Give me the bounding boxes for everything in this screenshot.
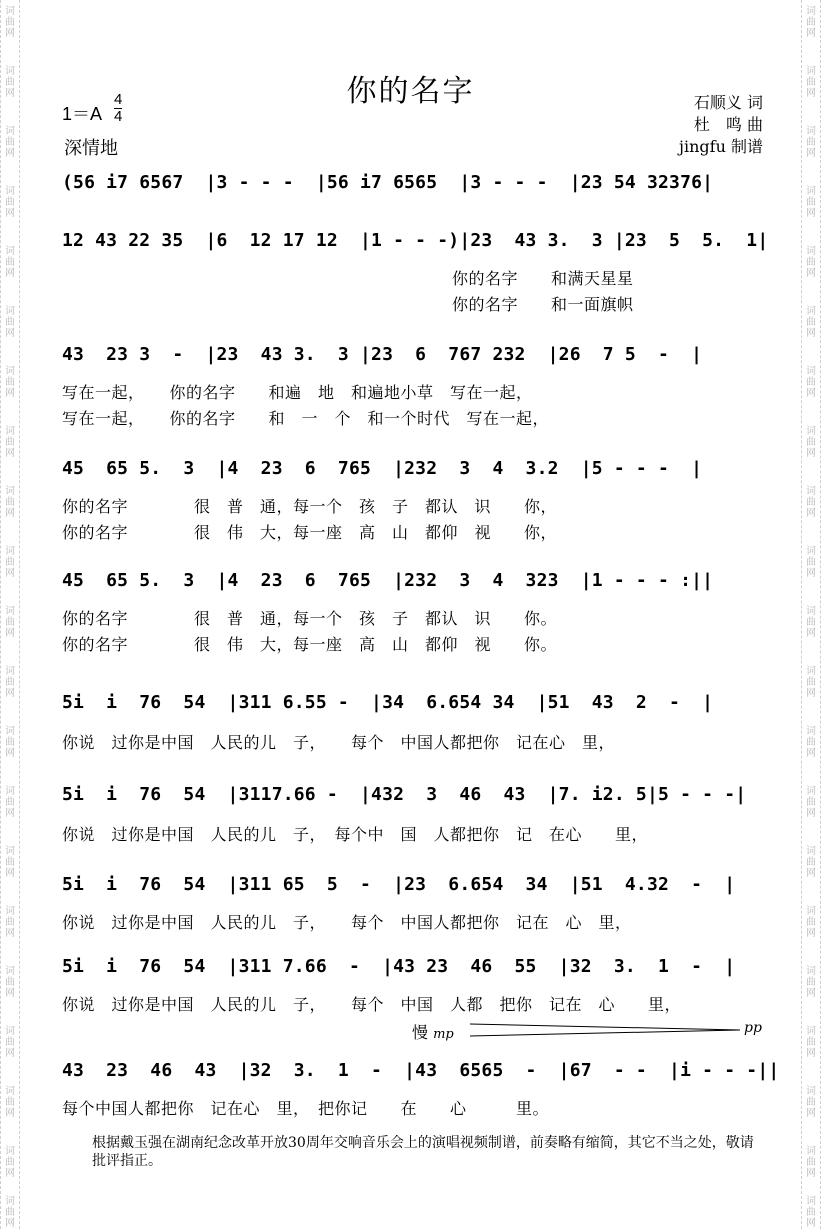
watermark-text: 词曲网 [5,126,15,159]
time-signature-bottom: 4 [114,108,123,125]
watermark-text: 词曲网 [806,546,816,579]
watermark-text: 词曲网 [5,666,15,699]
tempo-marking: 深情地 [64,138,118,159]
watermark-text: 词曲网 [5,1196,15,1229]
watermark-text: 词曲网 [806,1026,816,1059]
watermark-text: 词曲网 [806,66,816,99]
watermark-text: 词曲网 [806,846,816,879]
watermark-text: 词曲网 [806,606,816,639]
notation-text: 12 43 22 35 |6 12 17 12 |1 - - -)|23 43 3. 3 |23 5 5. 1| [62,230,769,251]
watermark-text: 词曲网 [5,66,15,99]
watermark-text: 词曲网 [5,846,15,879]
dynamic-slow-mp [412,1020,454,1043]
right-watermark-strip [801,0,821,1229]
lyric-line-6: 你说 过你是中国 人民的儿 子， 每个 中国人都把你 记在心 里， [62,733,616,752]
watermark-text: 词曲网 [806,306,816,339]
mp-marking: mp [433,1027,454,1042]
lyric-line-8: 你说 过你是中国 人民的儿 子， 每个 中国人都把你 记在 心 里， [62,913,632,932]
watermark-text: 词曲网 [5,1146,15,1179]
watermark-text: 词曲网 [806,6,816,39]
lyric-line-4a: 你的名字 很 普 通，每一个 孩 子 都认 识 你， [62,497,558,516]
watermark-text: 词曲网 [806,126,816,159]
credits [679,92,763,158]
watermark-text: 词曲网 [806,246,816,279]
watermark-text: 词曲网 [5,786,15,819]
watermark-text: 词曲网 [5,546,15,579]
watermark-text: 词曲网 [806,966,816,999]
notation-text: 43 23 3 - |23 43 3. 3 |23 6 767 232 |26 7 5 - | [62,344,703,365]
lyric-line-4b: 你的名字 很 伟 大，每一座 高 山 都仰 视 你， [62,523,558,542]
slow-marking: 慢 [412,1023,429,1042]
watermark-text: 词曲网 [5,1026,15,1059]
notation-text: (56 i7 6567 |3 - - - |56 i7 6565 |3 - - - |23 54 32376| [62,172,714,193]
left-watermark-strip [0,0,20,1229]
notation-text: 5i i 76 54 |311 6.55 - |34 6.654 34 |51 43 2 - | [62,692,714,713]
lyric-line-2a: 你的名字 和满天星星 [452,269,634,288]
watermark-text: 词曲网 [5,906,15,939]
notation-line-7 [62,784,770,812]
watermark-text: 词曲网 [5,6,15,39]
time-signature [114,92,122,125]
watermark-text: 词曲网 [5,606,15,639]
notation-line-3 [62,344,770,372]
watermark-text: 词曲网 [5,366,15,399]
lyric-line-10: 每个中国人都把你 记在心 里， 把你记 在 心 里。 [62,1099,550,1118]
lyric-line-2b: 你的名字 和一面旗帜 [452,295,634,314]
notation-text: 43 23 46 43 |32 3. 1 - |43 6565 - |67 - - |i - - -|| [62,1060,780,1081]
footnote: 根据戴玉强在湖南纪念改革开放30周年交响音乐会上的演唱视频制谱，前奏略有缩简，其它不当之处，敬请批评指正。 [92,1135,754,1169]
notation-line-10 [62,1060,780,1088]
watermark-text: 词曲网 [806,1086,816,1119]
watermark-text: 词曲网 [806,1196,816,1229]
notation-text: 5i i 76 54 |3117.66 - |432 3 46 43 |7. i2. 5|5 - - -| [62,784,747,805]
watermark-text: 词曲网 [806,726,816,759]
watermark-text: 词曲网 [806,486,816,519]
notation-line-4 [62,458,770,486]
notation-line-8 [62,874,770,902]
watermark-text: 词曲网 [5,186,15,219]
watermark-text: 词曲网 [806,426,816,459]
watermark-text: 词曲网 [5,486,15,519]
notation-text: 5i i 76 54 |311 7.66 - |43 23 46 55 |32 3. 1 - | [62,956,736,977]
lyric-line-9: 你说 过你是中国 人民的儿 子， 每个 中国 人都 把你 记在 心 里， [62,995,682,1014]
watermark-text: 词曲网 [806,186,816,219]
watermark-text: 词曲网 [5,966,15,999]
lyric-line-7: 你说 过你是中国 人民的儿 子， 每个中 国 人都把你 记 在心 里， [62,825,649,844]
time-signature-top: 4 [114,91,123,108]
notation-line-2 [62,230,770,258]
notation-text: 5i i 76 54 |311 65 5 - |23 6.654 34 |51 4.32 - | [62,874,736,895]
watermark-text: 词曲网 [5,426,15,459]
notation-line-5 [62,570,770,598]
notation-line-6 [62,692,770,720]
key-signature: 1＝A [62,104,103,124]
notation-text: 45 65 5. 3 |4 23 6 765 |232 3 4 323 |1 - - - :|| [62,570,714,591]
watermark-text: 词曲网 [5,1086,15,1119]
lyric-line-5a: 你的名字 很 普 通，每一个 孩 子 都认 识 你。 [62,609,558,628]
lyricist: 石顺义 词 [693,93,763,112]
watermark-text: 词曲网 [806,1146,816,1179]
watermark-text: 词曲网 [5,246,15,279]
watermark-text: 词曲网 [806,366,816,399]
watermark-text: 词曲网 [806,906,816,939]
watermark-text: 词曲网 [5,306,15,339]
lyric-line-3b: 写在一起， 你的名字 和 一 个 和一个时代 写在一起， [62,409,550,428]
song-title: 你的名字 [346,74,475,109]
notation-line-9 [62,956,770,984]
lyric-line-5b: 你的名字 很 伟 大，每一座 高 山 都仰 视 你。 [62,635,558,654]
decrescendo-hairpin [470,1022,742,1038]
notation-text: 45 65 5. 3 |4 23 6 765 |232 3 4 3.2 |5 - - - | [62,458,703,479]
watermark-text: 词曲网 [5,726,15,759]
watermark-text: 词曲网 [806,666,816,699]
pp-marking: pp [744,1020,762,1036]
notation-line-1 [62,172,770,200]
arranger: jingfu 制谱 [679,137,763,156]
lyric-line-3a: 写在一起， 你的名字 和遍 地 和遍地小草 写在一起， [62,383,533,402]
composer: 杜 鸣 曲 [693,115,763,134]
watermark-text: 词曲网 [806,786,816,819]
